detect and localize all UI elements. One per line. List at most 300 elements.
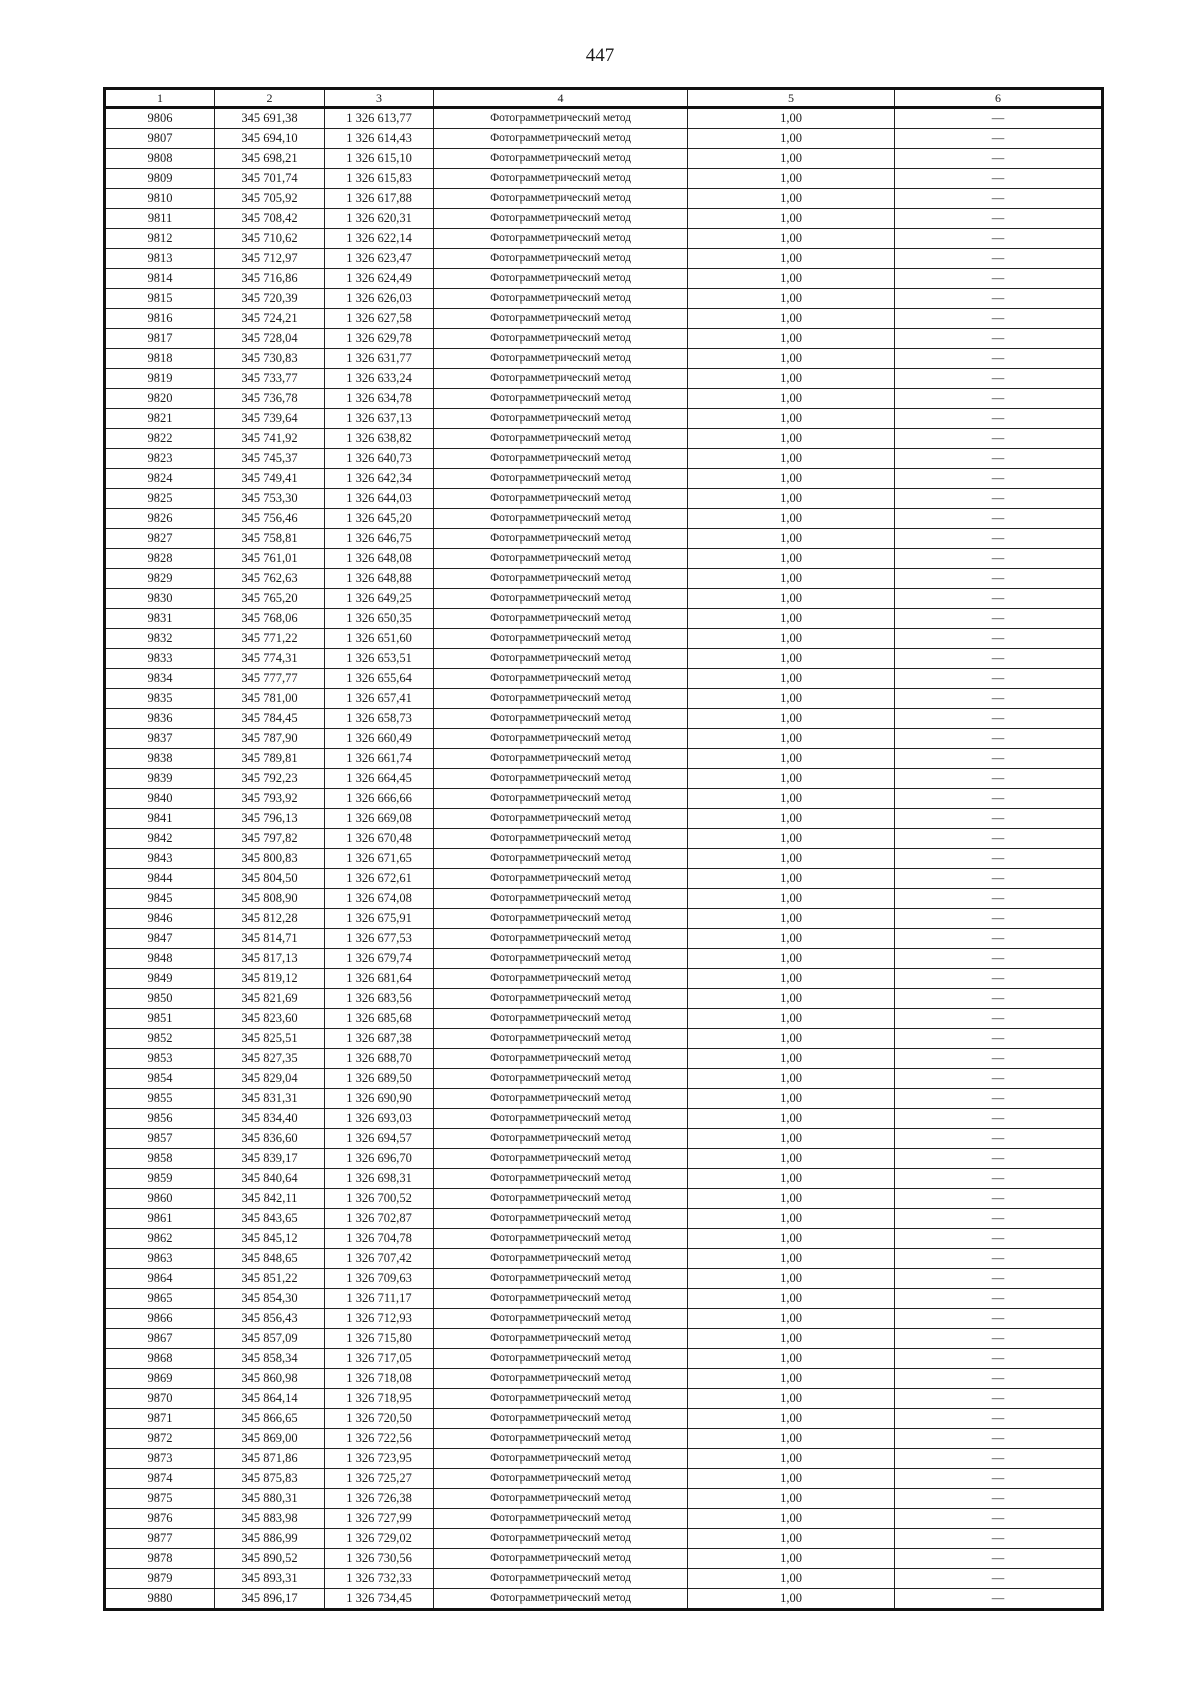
method-cell: Фотограмметрический метод (434, 689, 688, 709)
accuracy-cell: 1,00 (688, 1509, 895, 1529)
point-number-cell: 9861 (105, 1209, 215, 1229)
accuracy-cell: 1,00 (688, 629, 895, 649)
y-coordinate-cell: 1 326 615,10 (325, 149, 434, 169)
description-cell: — (895, 889, 1103, 909)
table-row (105, 429, 1103, 449)
x-coordinate-cell: 345 890,52 (215, 1549, 325, 1569)
x-coordinate-cell: 345 765,20 (215, 589, 325, 609)
method-cell: Фотограмметрический метод (434, 889, 688, 909)
y-coordinate-cell: 1 326 677,53 (325, 929, 434, 949)
y-coordinate-cell: 1 326 711,17 (325, 1289, 434, 1309)
method-cell: Фотограмметрический метод (434, 209, 688, 229)
y-coordinate-cell: 1 326 664,45 (325, 769, 434, 789)
point-number-cell: 9819 (105, 369, 215, 389)
method-cell: Фотограмметрический метод (434, 709, 688, 729)
table-row (105, 389, 1103, 409)
x-coordinate-cell: 345 827,35 (215, 1049, 325, 1069)
table-row (105, 169, 1103, 189)
table-row (105, 1309, 1103, 1329)
method-cell: Фотограмметрический метод (434, 1569, 688, 1589)
accuracy-cell: 1,00 (688, 1549, 895, 1569)
table-row (105, 1549, 1103, 1569)
point-number-cell: 9852 (105, 1029, 215, 1049)
table-row (105, 609, 1103, 629)
description-cell: — (895, 949, 1103, 969)
table-row (105, 1589, 1103, 1610)
y-coordinate-cell: 1 326 648,08 (325, 549, 434, 569)
table-row (105, 469, 1103, 489)
description-cell: — (895, 609, 1103, 629)
point-number-cell: 9865 (105, 1289, 215, 1309)
point-number-cell: 9807 (105, 129, 215, 149)
method-cell: Фотограмметрический метод (434, 1589, 688, 1610)
x-coordinate-cell: 345 856,43 (215, 1309, 325, 1329)
method-cell: Фотограмметрический метод (434, 1449, 688, 1469)
x-coordinate-cell: 345 860,98 (215, 1369, 325, 1389)
column-header-6: 6 (895, 89, 1103, 108)
description-cell: — (895, 929, 1103, 949)
x-coordinate-cell: 345 857,09 (215, 1329, 325, 1349)
point-number-cell: 9874 (105, 1469, 215, 1489)
method-cell: Фотограмметрический метод (434, 749, 688, 769)
accuracy-cell: 1,00 (688, 169, 895, 189)
x-coordinate-cell: 345 864,14 (215, 1389, 325, 1409)
point-number-cell: 9829 (105, 569, 215, 589)
method-cell: Фотограмметрический метод (434, 389, 688, 409)
y-coordinate-cell: 1 326 704,78 (325, 1229, 434, 1249)
table-row (105, 1249, 1103, 1269)
description-cell: — (895, 389, 1103, 409)
point-number-cell: 9812 (105, 229, 215, 249)
accuracy-cell: 1,00 (688, 369, 895, 389)
table-row (105, 1489, 1103, 1509)
y-coordinate-cell: 1 326 674,08 (325, 889, 434, 909)
method-cell: Фотограмметрический метод (434, 129, 688, 149)
accuracy-cell: 1,00 (688, 1069, 895, 1089)
table-row (105, 549, 1103, 569)
y-coordinate-cell: 1 326 720,50 (325, 1409, 434, 1429)
y-coordinate-cell: 1 326 657,41 (325, 689, 434, 709)
description-cell: — (895, 108, 1103, 129)
table-row (105, 1009, 1103, 1029)
point-number-cell: 9857 (105, 1129, 215, 1149)
x-coordinate-cell: 345 784,45 (215, 709, 325, 729)
point-number-cell: 9870 (105, 1389, 215, 1409)
accuracy-cell: 1,00 (688, 269, 895, 289)
description-cell: — (895, 1369, 1103, 1389)
point-number-cell: 9817 (105, 329, 215, 349)
method-cell: Фотограмметрический метод (434, 1509, 688, 1529)
method-cell: Фотограмметрический метод (434, 529, 688, 549)
y-coordinate-cell: 1 326 718,08 (325, 1369, 434, 1389)
accuracy-cell: 1,00 (688, 549, 895, 569)
accuracy-cell: 1,00 (688, 1109, 895, 1129)
table-row (105, 749, 1103, 769)
table-row (105, 569, 1103, 589)
table-row (105, 1049, 1103, 1069)
y-coordinate-cell: 1 326 670,48 (325, 829, 434, 849)
point-number-cell: 9836 (105, 709, 215, 729)
accuracy-cell: 1,00 (688, 1429, 895, 1449)
description-cell: — (895, 1069, 1103, 1089)
description-cell: — (895, 729, 1103, 749)
description-cell: — (895, 1049, 1103, 1069)
accuracy-cell: 1,00 (688, 1169, 895, 1189)
table-row (105, 869, 1103, 889)
accuracy-cell: 1,00 (688, 1309, 895, 1329)
description-cell: — (895, 1429, 1103, 1449)
y-coordinate-cell: 1 326 671,65 (325, 849, 434, 869)
x-coordinate-cell: 345 800,83 (215, 849, 325, 869)
x-coordinate-cell: 345 836,60 (215, 1129, 325, 1149)
y-coordinate-cell: 1 326 688,70 (325, 1049, 434, 1069)
method-cell: Фотограмметрический метод (434, 1529, 688, 1549)
x-coordinate-cell: 345 730,83 (215, 349, 325, 369)
y-coordinate-cell: 1 326 660,49 (325, 729, 434, 749)
table-row (105, 1149, 1103, 1169)
method-cell: Фотограмметрический метод (434, 108, 688, 129)
accuracy-cell: 1,00 (688, 1449, 895, 1469)
y-coordinate-cell: 1 326 646,75 (325, 529, 434, 549)
y-coordinate-cell: 1 326 687,38 (325, 1029, 434, 1049)
table-row (105, 1229, 1103, 1249)
point-number-cell: 9848 (105, 949, 215, 969)
x-coordinate-cell: 345 712,97 (215, 249, 325, 269)
accuracy-cell: 1,00 (688, 149, 895, 169)
x-coordinate-cell: 345 812,28 (215, 909, 325, 929)
table-row (105, 809, 1103, 829)
method-cell: Фотограмметрический метод (434, 309, 688, 329)
x-coordinate-cell: 345 834,40 (215, 1109, 325, 1129)
accuracy-cell: 1,00 (688, 709, 895, 729)
method-cell: Фотограмметрический метод (434, 909, 688, 929)
x-coordinate-cell: 345 829,04 (215, 1069, 325, 1089)
accuracy-cell: 1,00 (688, 609, 895, 629)
description-cell: — (895, 189, 1103, 209)
table-body (105, 108, 1103, 1610)
description-cell: — (895, 769, 1103, 789)
y-coordinate-cell: 1 326 693,03 (325, 1109, 434, 1129)
method-cell: Фотограмметрический метод (434, 369, 688, 389)
method-cell: Фотограмметрический метод (434, 729, 688, 749)
y-coordinate-cell: 1 326 715,80 (325, 1329, 434, 1349)
x-coordinate-cell: 345 708,42 (215, 209, 325, 229)
point-number-cell: 9842 (105, 829, 215, 849)
method-cell: Фотограмметрический метод (434, 1409, 688, 1429)
table-row (105, 669, 1103, 689)
description-cell: — (895, 529, 1103, 549)
table-row (105, 1529, 1103, 1549)
method-cell: Фотограмметрический метод (434, 1429, 688, 1449)
point-number-cell: 9831 (105, 609, 215, 629)
accuracy-cell: 1,00 (688, 749, 895, 769)
description-cell: — (895, 349, 1103, 369)
accuracy-cell: 1,00 (688, 389, 895, 409)
x-coordinate-cell: 345 781,00 (215, 689, 325, 709)
table-header-row (105, 89, 1103, 108)
table-row (105, 1449, 1103, 1469)
method-cell: Фотограмметрический метод (434, 1369, 688, 1389)
table-row (105, 629, 1103, 649)
x-coordinate-cell: 345 817,13 (215, 949, 325, 969)
accuracy-cell: 1,00 (688, 108, 895, 129)
coordinates-table (103, 87, 1104, 1611)
method-cell: Фотограмметрический метод (434, 229, 688, 249)
x-coordinate-cell: 345 821,69 (215, 989, 325, 1009)
y-coordinate-cell: 1 326 624,49 (325, 269, 434, 289)
x-coordinate-cell: 345 749,41 (215, 469, 325, 489)
method-cell: Фотограмметрический метод (434, 549, 688, 569)
x-coordinate-cell: 345 819,12 (215, 969, 325, 989)
point-number-cell: 9858 (105, 1149, 215, 1169)
point-number-cell: 9863 (105, 1249, 215, 1269)
x-coordinate-cell: 345 774,31 (215, 649, 325, 669)
description-cell: — (895, 649, 1103, 669)
method-cell: Фотограмметрический метод (434, 489, 688, 509)
method-cell: Фотограмметрический метод (434, 1389, 688, 1409)
accuracy-cell: 1,00 (688, 789, 895, 809)
accuracy-cell: 1,00 (688, 249, 895, 269)
method-cell: Фотограмметрический метод (434, 1109, 688, 1129)
description-cell: — (895, 149, 1103, 169)
x-coordinate-cell: 345 777,77 (215, 669, 325, 689)
method-cell: Фотограмметрический метод (434, 869, 688, 889)
method-cell: Фотограмметрический метод (434, 1149, 688, 1169)
column-header-1: 1 (105, 89, 215, 108)
description-cell: — (895, 1289, 1103, 1309)
description-cell: — (895, 289, 1103, 309)
y-coordinate-cell: 1 326 655,64 (325, 669, 434, 689)
description-cell: — (895, 1209, 1103, 1229)
method-cell: Фотограмметрический метод (434, 409, 688, 429)
description-cell: — (895, 589, 1103, 609)
point-number-cell: 9823 (105, 449, 215, 469)
method-cell: Фотограмметрический метод (434, 1229, 688, 1249)
method-cell: Фотограмметрический метод (434, 1209, 688, 1229)
y-coordinate-cell: 1 326 629,78 (325, 329, 434, 349)
method-cell: Фотограмметрический метод (434, 1069, 688, 1089)
accuracy-cell: 1,00 (688, 1589, 895, 1610)
point-number-cell: 9816 (105, 309, 215, 329)
accuracy-cell: 1,00 (688, 409, 895, 429)
point-number-cell: 9859 (105, 1169, 215, 1189)
description-cell: — (895, 1149, 1103, 1169)
accuracy-cell: 1,00 (688, 1189, 895, 1209)
x-coordinate-cell: 345 792,23 (215, 769, 325, 789)
x-coordinate-cell: 345 854,30 (215, 1289, 325, 1309)
description-cell: — (895, 169, 1103, 189)
y-coordinate-cell: 1 326 694,57 (325, 1129, 434, 1149)
x-coordinate-cell: 345 797,82 (215, 829, 325, 849)
description-cell: — (895, 249, 1103, 269)
column-header-2: 2 (215, 89, 325, 108)
description-cell: — (895, 1269, 1103, 1289)
y-coordinate-cell: 1 326 640,73 (325, 449, 434, 469)
y-coordinate-cell: 1 326 689,50 (325, 1069, 434, 1089)
table-row (105, 289, 1103, 309)
column-header-3: 3 (325, 89, 434, 108)
accuracy-cell: 1,00 (688, 209, 895, 229)
description-cell: — (895, 849, 1103, 869)
description-cell: — (895, 569, 1103, 589)
method-cell: Фотограмметрический метод (434, 1129, 688, 1149)
method-cell: Фотограмметрический метод (434, 649, 688, 669)
description-cell: — (895, 1109, 1103, 1129)
y-coordinate-cell: 1 326 690,90 (325, 1089, 434, 1109)
method-cell: Фотограмметрический метод (434, 1189, 688, 1209)
method-cell: Фотограмметрический метод (434, 189, 688, 209)
x-coordinate-cell: 345 869,00 (215, 1429, 325, 1449)
y-coordinate-cell: 1 326 631,77 (325, 349, 434, 369)
y-coordinate-cell: 1 326 709,63 (325, 1269, 434, 1289)
accuracy-cell: 1,00 (688, 729, 895, 749)
method-cell: Фотограмметрический метод (434, 769, 688, 789)
method-cell: Фотограмметрический метод (434, 669, 688, 689)
point-number-cell: 9825 (105, 489, 215, 509)
x-coordinate-cell: 345 710,62 (215, 229, 325, 249)
description-cell: — (895, 989, 1103, 1009)
point-number-cell: 9847 (105, 929, 215, 949)
description-cell: — (895, 749, 1103, 769)
point-number-cell: 9849 (105, 969, 215, 989)
point-number-cell: 9880 (105, 1589, 215, 1610)
method-cell: Фотограмметрический метод (434, 1249, 688, 1269)
description-cell: — (895, 369, 1103, 389)
y-coordinate-cell: 1 326 661,74 (325, 749, 434, 769)
point-number-cell: 9811 (105, 209, 215, 229)
x-coordinate-cell: 345 756,46 (215, 509, 325, 529)
accuracy-cell: 1,00 (688, 1329, 895, 1349)
method-cell: Фотограмметрический метод (434, 829, 688, 849)
accuracy-cell: 1,00 (688, 1269, 895, 1289)
accuracy-cell: 1,00 (688, 1409, 895, 1429)
description-cell: — (895, 1009, 1103, 1029)
method-cell: Фотограмметрический метод (434, 569, 688, 589)
x-coordinate-cell: 345 789,81 (215, 749, 325, 769)
point-number-cell: 9862 (105, 1229, 215, 1249)
description-cell: — (895, 409, 1103, 429)
table-row (105, 509, 1103, 529)
method-cell: Фотограмметрический метод (434, 289, 688, 309)
description-cell: — (895, 689, 1103, 709)
table-row (105, 1349, 1103, 1369)
point-number-cell: 9841 (105, 809, 215, 829)
x-coordinate-cell: 345 845,12 (215, 1229, 325, 1249)
point-number-cell: 9821 (105, 409, 215, 429)
point-number-cell: 9853 (105, 1049, 215, 1069)
x-coordinate-cell: 345 736,78 (215, 389, 325, 409)
y-coordinate-cell: 1 326 642,34 (325, 469, 434, 489)
point-number-cell: 9873 (105, 1449, 215, 1469)
table-row (105, 1469, 1103, 1489)
point-number-cell: 9820 (105, 389, 215, 409)
table-row (105, 729, 1103, 749)
table-row (105, 209, 1103, 229)
method-cell: Фотограмметрический метод (434, 809, 688, 829)
x-coordinate-cell: 345 768,06 (215, 609, 325, 629)
method-cell: Фотограмметрический метод (434, 429, 688, 449)
x-coordinate-cell: 345 843,65 (215, 1209, 325, 1229)
method-cell: Фотограмметрический метод (434, 1469, 688, 1489)
description-cell: — (895, 1189, 1103, 1209)
description-cell: — (895, 869, 1103, 889)
point-number-cell: 9809 (105, 169, 215, 189)
description-cell: — (895, 1589, 1103, 1610)
accuracy-cell: 1,00 (688, 1229, 895, 1249)
x-coordinate-cell: 345 851,22 (215, 1269, 325, 1289)
table-row (105, 929, 1103, 949)
point-number-cell: 9833 (105, 649, 215, 669)
point-number-cell: 9868 (105, 1349, 215, 1369)
x-coordinate-cell: 345 880,31 (215, 1489, 325, 1509)
x-coordinate-cell: 345 804,50 (215, 869, 325, 889)
description-cell: — (895, 1469, 1103, 1489)
y-coordinate-cell: 1 326 645,20 (325, 509, 434, 529)
point-number-cell: 9837 (105, 729, 215, 749)
point-number-cell: 9834 (105, 669, 215, 689)
point-number-cell: 9813 (105, 249, 215, 269)
table-row (105, 1169, 1103, 1189)
method-cell: Фотограмметрический метод (434, 1309, 688, 1329)
description-cell: — (895, 1229, 1103, 1249)
point-number-cell: 9808 (105, 149, 215, 169)
point-number-cell: 9806 (105, 108, 215, 129)
x-coordinate-cell: 345 823,60 (215, 1009, 325, 1029)
point-number-cell: 9878 (105, 1549, 215, 1569)
point-number-cell: 9851 (105, 1009, 215, 1029)
point-number-cell: 9830 (105, 589, 215, 609)
table-row (105, 269, 1103, 289)
method-cell: Фотограмметрический метод (434, 1049, 688, 1069)
accuracy-cell: 1,00 (688, 829, 895, 849)
accuracy-cell: 1,00 (688, 289, 895, 309)
accuracy-cell: 1,00 (688, 649, 895, 669)
method-cell: Фотограмметрический метод (434, 789, 688, 809)
table-row (105, 969, 1103, 989)
x-coordinate-cell: 345 808,90 (215, 889, 325, 909)
y-coordinate-cell: 1 326 707,42 (325, 1249, 434, 1269)
y-coordinate-cell: 1 326 681,64 (325, 969, 434, 989)
description-cell: — (895, 329, 1103, 349)
description-cell: — (895, 1409, 1103, 1429)
point-number-cell: 9815 (105, 289, 215, 309)
method-cell: Фотограмметрический метод (434, 989, 688, 1009)
accuracy-cell: 1,00 (688, 1369, 895, 1389)
y-coordinate-cell: 1 326 649,25 (325, 589, 434, 609)
y-coordinate-cell: 1 326 613,77 (325, 108, 434, 129)
x-coordinate-cell: 345 720,39 (215, 289, 325, 309)
point-number-cell: 9840 (105, 789, 215, 809)
accuracy-cell: 1,00 (688, 229, 895, 249)
point-number-cell: 9827 (105, 529, 215, 549)
accuracy-cell: 1,00 (688, 449, 895, 469)
x-coordinate-cell: 345 875,83 (215, 1469, 325, 1489)
description-cell: — (895, 1349, 1103, 1369)
x-coordinate-cell: 345 793,92 (215, 789, 325, 809)
x-coordinate-cell: 345 741,92 (215, 429, 325, 449)
method-cell: Фотограмметрический метод (434, 449, 688, 469)
table-row (105, 849, 1103, 869)
accuracy-cell: 1,00 (688, 1149, 895, 1169)
table-row (105, 1109, 1103, 1129)
table-row (105, 829, 1103, 849)
x-coordinate-cell: 345 758,81 (215, 529, 325, 549)
method-cell: Фотограмметрический метод (434, 1269, 688, 1289)
table-row (105, 1369, 1103, 1389)
point-number-cell: 9854 (105, 1069, 215, 1089)
x-coordinate-cell: 345 716,86 (215, 269, 325, 289)
accuracy-cell: 1,00 (688, 1529, 895, 1549)
